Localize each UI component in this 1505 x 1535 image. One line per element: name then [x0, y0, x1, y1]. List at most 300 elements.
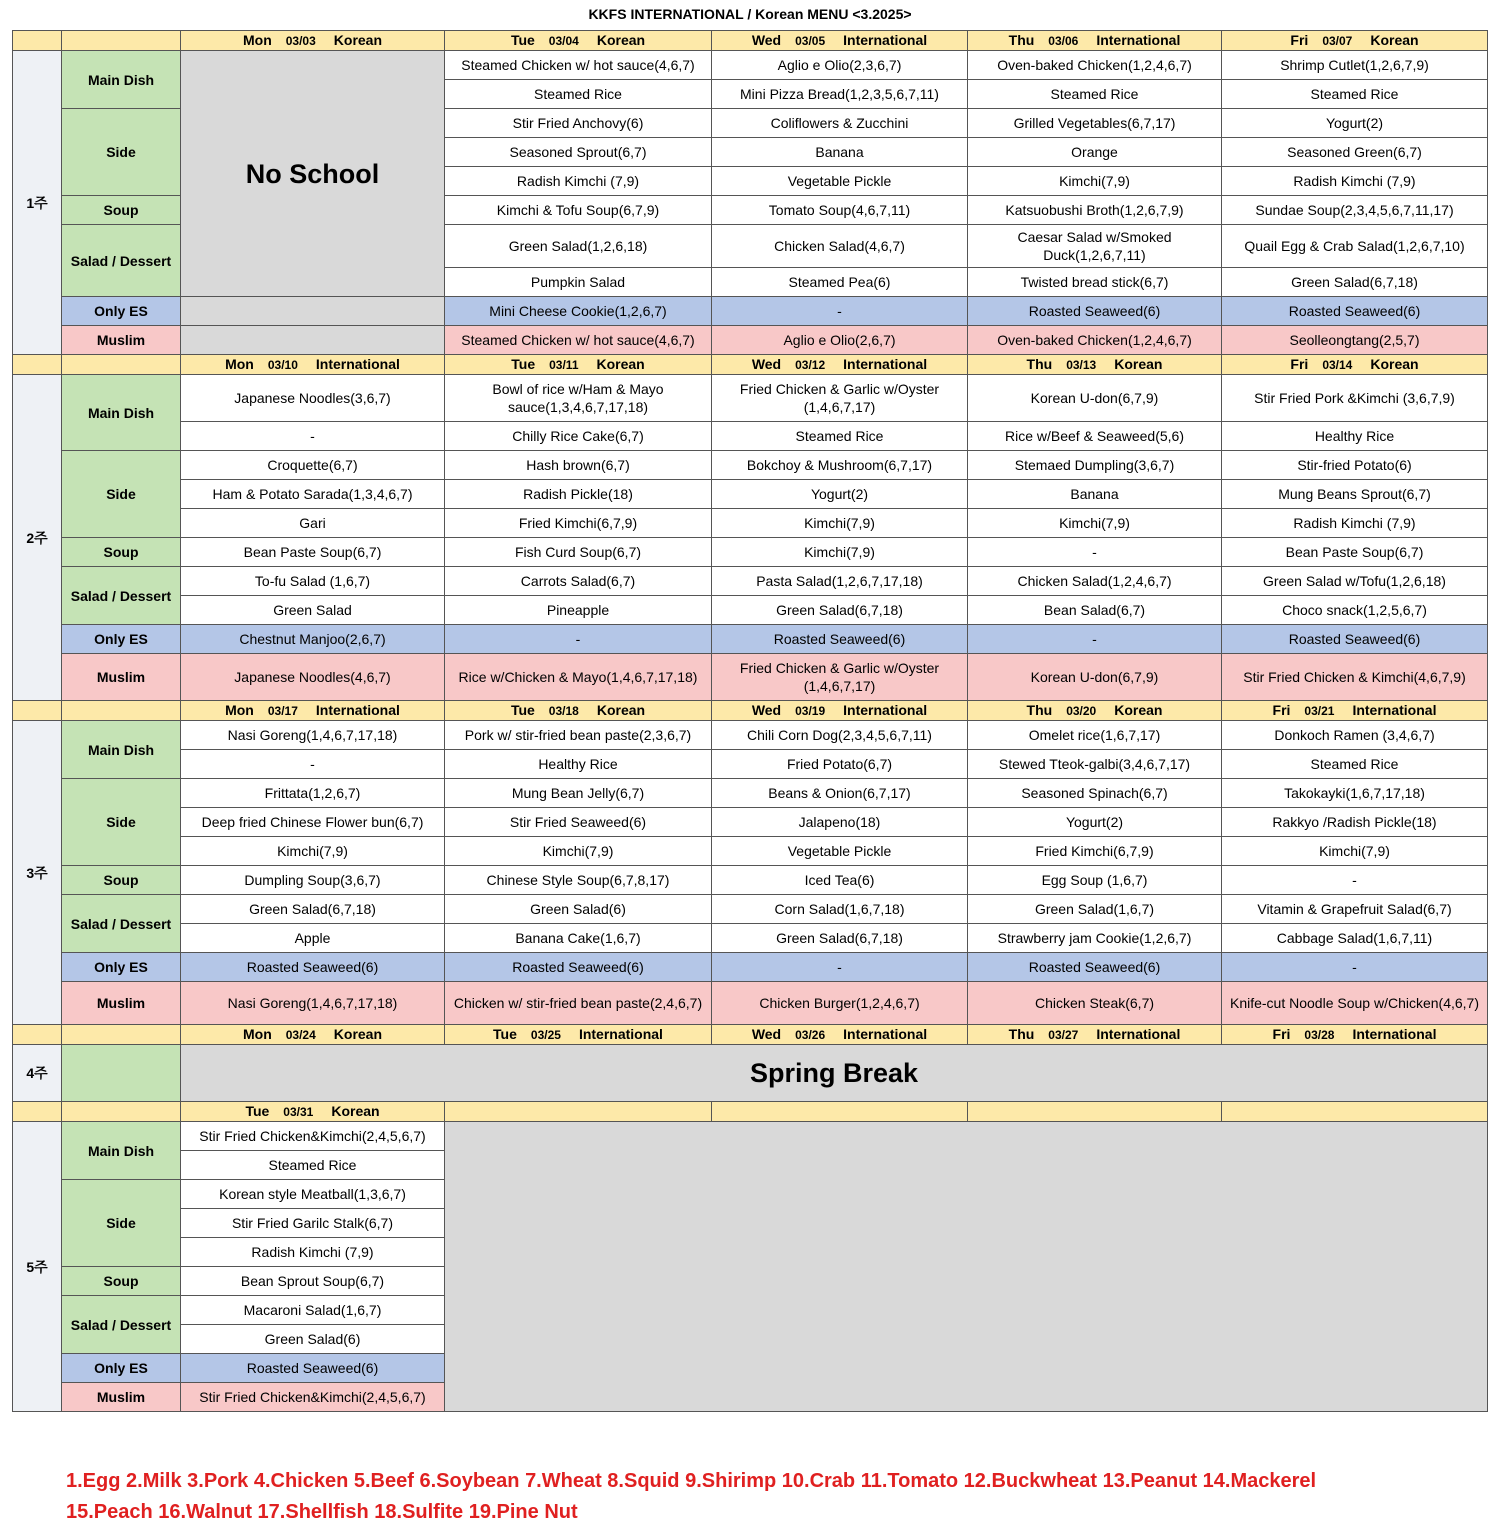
- category-muslim: Muslim: [62, 326, 181, 355]
- header-blank: [13, 31, 62, 51]
- day-name: Fri: [1290, 356, 1309, 372]
- menu-item: Stewed Tteok-galbi(3,4,6,7,17): [968, 750, 1222, 779]
- day-date: 03/17: [267, 704, 298, 718]
- menu-type: Korean: [1114, 356, 1163, 372]
- day-date: 03/24: [285, 1028, 316, 1042]
- menu-item: Green Salad(6): [445, 895, 712, 924]
- day-header: [445, 355, 712, 375]
- menu-type: International: [315, 356, 400, 372]
- menu-item: Coliflowers & Zucchini: [712, 109, 968, 138]
- menu-row: [13, 422, 1488, 451]
- menu-item: Vegetable Pickle: [712, 167, 968, 196]
- menu-item: Steamed Rice: [181, 1151, 445, 1180]
- menu-item: -: [712, 297, 968, 326]
- category-side: Side: [62, 779, 181, 866]
- menu-row: [13, 451, 1488, 480]
- day-name: Mon: [225, 356, 254, 372]
- menu-item: Roasted Seaweed(6): [968, 953, 1222, 982]
- menu-item: Donkoch Ramen (3,4,6,7): [1222, 721, 1488, 750]
- no-school-cell: No School: [181, 51, 445, 297]
- day-name: Tue: [245, 1103, 270, 1119]
- menu-item: Radish Kimchi (7,9): [1222, 509, 1488, 538]
- category-salad: Salad / Dessert: [62, 567, 181, 625]
- menu-item: Stir Fried Seaweed(6): [445, 808, 712, 837]
- menu-item: Sundae Soup(2,3,4,5,6,7,11,17): [1222, 196, 1488, 225]
- menu-item: Mung Bean Jelly(6,7): [445, 779, 712, 808]
- day-date: 03/11: [549, 358, 579, 372]
- menu-item: Chicken Salad(1,2,4,6,7): [968, 567, 1222, 596]
- category-soup: Soup: [62, 1267, 181, 1296]
- menu-item: Bokchoy & Mushroom(6,7,17): [712, 451, 968, 480]
- day-header: [445, 1102, 712, 1122]
- day-date: 03/21: [1304, 704, 1335, 718]
- menu-item: Green Salad(1,2,6,18): [445, 225, 712, 268]
- day-name: Mon: [242, 32, 272, 48]
- menu-row: [13, 654, 1488, 701]
- menu-item: Fried Potato(6,7): [712, 750, 968, 779]
- menu-item: Chinese Style Soup(6,7,8,17): [445, 866, 712, 895]
- day-header: [1222, 355, 1488, 375]
- menu-item: Dumpling Soup(3,6,7): [181, 866, 445, 895]
- header-blank: [62, 31, 181, 51]
- menu-item: Roasted Seaweed(6): [445, 953, 712, 982]
- category-salad: Salad / Dessert: [62, 225, 181, 297]
- week-header-row: [13, 31, 1488, 51]
- category-blank: [62, 1045, 181, 1102]
- day-name: Tue: [510, 32, 535, 48]
- day-date: 03/28: [1304, 1028, 1335, 1042]
- day-header: [181, 31, 445, 51]
- day-date: 03/12: [795, 358, 826, 372]
- menu-item: Steamed Rice: [1222, 80, 1488, 109]
- category-soup: Soup: [62, 538, 181, 567]
- menu-row: [13, 808, 1488, 837]
- menu-type: International: [843, 356, 928, 372]
- menu-type: International: [315, 702, 400, 718]
- day-name: Thu: [1008, 1026, 1035, 1042]
- menu-item: Japanese Noodles(3,6,7): [181, 375, 445, 422]
- menu-item: Fried Chicken & Garlic w/Oyster (1,4,6,7,17): [712, 654, 968, 701]
- day-date: 03/19: [795, 704, 826, 718]
- week-label: 1주: [13, 51, 62, 355]
- menu-item: Fried Kimchi(6,7,9): [968, 837, 1222, 866]
- menu-type: International: [578, 1026, 663, 1042]
- menu-item: Fish Curd Soup(6,7): [445, 538, 712, 567]
- menu-item: Bean Paste Soup(6,7): [181, 538, 445, 567]
- menu-row: [13, 538, 1488, 567]
- day-date: 03/14: [1322, 358, 1353, 372]
- menu-item: Kimchi(7,9): [445, 837, 712, 866]
- day-header: [445, 1025, 712, 1045]
- week-header-row: [13, 1102, 1488, 1122]
- menu-item: Caesar Salad w/Smoked Duck(1,2,6,7,11): [968, 225, 1222, 268]
- menu-row: [13, 866, 1488, 895]
- day-date: 03/18: [548, 704, 579, 718]
- menu-item: Radish Pickle(18): [445, 480, 712, 509]
- menu-item: Kimchi(7,9): [181, 837, 445, 866]
- menu-item: Green Salad(6): [181, 1325, 445, 1354]
- menu-item: Steamed Pea(6): [712, 268, 968, 297]
- header-blank: [62, 1102, 181, 1122]
- category-main: Main Dish: [62, 1122, 181, 1180]
- menu-item: -: [1222, 953, 1488, 982]
- menu-item: Aglio e Olio(2,3,6,7): [712, 51, 968, 80]
- category-side: Side: [62, 1180, 181, 1267]
- menu-row: [13, 375, 1488, 422]
- menu-type: Korean: [1370, 356, 1419, 372]
- menu-row: [13, 953, 1488, 982]
- menu-item: Banana Cake(1,6,7): [445, 924, 712, 953]
- day-header: [712, 31, 968, 51]
- menu-item: Tomato Soup(4,6,7,11): [712, 196, 968, 225]
- menu-item: Pumpkin Salad: [445, 268, 712, 297]
- category-main: Main Dish: [62, 375, 181, 451]
- day-header: [712, 701, 968, 721]
- day-header: [181, 1025, 445, 1045]
- menu-item: -: [181, 750, 445, 779]
- menu-item: Stir Fried Anchovy(6): [445, 109, 712, 138]
- menu-item: Chestnut Manjoo(2,6,7): [181, 625, 445, 654]
- menu-row: [13, 1122, 1488, 1151]
- menu-item: Croquette(6,7): [181, 451, 445, 480]
- day-date: 03/10: [267, 358, 298, 372]
- menu-item: Stir-fried Potato(6): [1222, 451, 1488, 480]
- page-title: KKFS INTERNATIONAL / Korean MENU <3.2025>: [588, 6, 912, 22]
- category-salad: Salad / Dessert: [62, 895, 181, 953]
- menu-item: Kimchi(7,9): [968, 509, 1222, 538]
- day-header: [445, 31, 712, 51]
- day-name: Tue: [510, 702, 535, 718]
- menu-item: Egg Soup (1,6,7): [968, 866, 1222, 895]
- menu-type: International: [843, 702, 928, 718]
- menu-item: Seasoned Spinach(6,7): [968, 779, 1222, 808]
- menu-row: [13, 779, 1488, 808]
- day-header: [1222, 31, 1488, 51]
- menu-item: Bean Sprout Soup(6,7): [181, 1267, 445, 1296]
- empty-area: [445, 1122, 1488, 1412]
- menu-item: -: [445, 625, 712, 654]
- category-main: Main Dish: [62, 51, 181, 109]
- menu-row: [13, 924, 1488, 953]
- menu-item: Frittata(1,2,6,7): [181, 779, 445, 808]
- menu-item: Macaroni Salad(1,6,7): [181, 1296, 445, 1325]
- menu-item: Green Salad(6,7,18): [712, 924, 968, 953]
- menu-item: Oven-baked Chicken(1,2,4,6,7): [968, 326, 1222, 355]
- header-blank: [13, 701, 62, 721]
- menu-item: Rice w/Chicken & Mayo(1,4,6,7,17,18): [445, 654, 712, 701]
- header-blank: [13, 355, 62, 375]
- menu-item: Chicken w/ stir-fried bean paste(2,4,6,7): [445, 982, 712, 1025]
- header-blank: [62, 355, 181, 375]
- menu-item: Takokayki(1,6,7,17,18): [1222, 779, 1488, 808]
- menu-item: Pineapple: [445, 596, 712, 625]
- menu-row: [13, 721, 1488, 750]
- week-header-row: [13, 1025, 1488, 1045]
- menu-type: Korean: [331, 1103, 380, 1119]
- menu-item: Mung Beans Sprout(6,7): [1222, 480, 1488, 509]
- empty-cell: [181, 326, 445, 355]
- menu-item: Roasted Seaweed(6): [181, 953, 445, 982]
- menu-item: Green Salad: [181, 596, 445, 625]
- menu-item: Healthy Rice: [1222, 422, 1488, 451]
- menu-item: Kimchi(7,9): [1222, 837, 1488, 866]
- day-date: 03/07: [1322, 34, 1353, 48]
- menu-item: Mini Pizza Bread(1,2,3,5,6,7,11): [712, 80, 968, 109]
- day-date: 03/03: [285, 34, 316, 48]
- menu-row: [13, 750, 1488, 779]
- menu-item: Green Salad w/Tofu(1,2,6,18): [1222, 567, 1488, 596]
- category-only-es: Only ES: [62, 297, 181, 326]
- menu-item: Stir Fried Garilc Stalk(6,7): [181, 1209, 445, 1238]
- menu-type: International: [843, 1026, 928, 1042]
- menu-row: [13, 51, 1488, 80]
- day-header: [181, 701, 445, 721]
- menu-item: Pasta Salad(1,2,6,7,17,18): [712, 567, 968, 596]
- menu-item: Jalapeno(18): [712, 808, 968, 837]
- menu-type: Korean: [596, 32, 646, 48]
- day-name: Fri: [1272, 702, 1291, 718]
- menu-type: Korean: [1370, 32, 1419, 48]
- menu-item: Fried Kimchi(6,7,9): [445, 509, 712, 538]
- menu-item: Seasoned Sprout(6,7): [445, 138, 712, 167]
- header-blank: [62, 701, 181, 721]
- menu-item: Rice w/Beef & Seaweed(5,6): [968, 422, 1222, 451]
- menu-item: Healthy Rice: [445, 750, 712, 779]
- menu-row: [13, 982, 1488, 1025]
- day-name: Thu: [1008, 32, 1035, 48]
- menu-item: Quail Egg & Crab Salad(1,2,6,7,10): [1222, 225, 1488, 268]
- menu-row: [13, 625, 1488, 654]
- menu-item: Chilly Rice Cake(6,7): [445, 422, 712, 451]
- day-name: Wed: [751, 32, 782, 48]
- menu-item: Chicken Steak(6,7): [968, 982, 1222, 1025]
- menu-item: -: [1222, 866, 1488, 895]
- menu-item: Green Salad(6,7,18): [1222, 268, 1488, 297]
- menu-type: International: [1352, 702, 1437, 718]
- menu-item: Shrimp Cutlet(1,2,6,7,9): [1222, 51, 1488, 80]
- week-label: 4주: [13, 1045, 62, 1102]
- day-name: Mon: [242, 1026, 272, 1042]
- menu-item: Green Salad(6,7,18): [712, 596, 968, 625]
- menu-item: Stir Fried Pork &Kimchi (3,6,7,9): [1222, 375, 1488, 422]
- menu-row: [13, 509, 1488, 538]
- menu-item: Roasted Seaweed(6): [712, 625, 968, 654]
- day-header: [445, 701, 712, 721]
- menu-row: [13, 596, 1488, 625]
- menu-item: -: [181, 422, 445, 451]
- menu-item: Aglio e Olio(2,6,7): [712, 326, 968, 355]
- day-header: [1222, 1102, 1488, 1122]
- header-blank: [62, 1025, 181, 1045]
- day-date: 03/26: [795, 1028, 826, 1042]
- week-label: 5주: [13, 1122, 62, 1412]
- menu-item: Stir Fried Chicken & Kimchi(4,6,7,9): [1222, 654, 1488, 701]
- menu-row: [13, 480, 1488, 509]
- menu-item: Orange: [968, 138, 1222, 167]
- category-salad: Salad / Dessert: [62, 1296, 181, 1354]
- menu-row: [13, 837, 1488, 866]
- menu-item: Korean U-don(6,7,9): [968, 654, 1222, 701]
- category-main: Main Dish: [62, 721, 181, 779]
- menu-type: Korean: [596, 356, 645, 372]
- menu-item: Bowl of rice w/Ham & Mayo sauce(1,3,4,6,7,17,18): [445, 375, 712, 422]
- menu-type: Korean: [333, 32, 383, 48]
- day-header: [712, 1102, 968, 1122]
- menu-item: Banana: [712, 138, 968, 167]
- legend-line-2: 15.Peach 16.Walnut 17.Shellfish 18.Sulfite 19.Pine Nut: [66, 1501, 578, 1523]
- day-name: Tue: [493, 1026, 517, 1042]
- category-muslim: Muslim: [62, 982, 181, 1025]
- category-muslim: Muslim: [62, 654, 181, 701]
- day-header: [968, 355, 1222, 375]
- day-header: [712, 1025, 968, 1045]
- menu-item: Corn Salad(1,6,7,18): [712, 895, 968, 924]
- legend-line-1: 1.Egg 2.Milk 3.Pork 4.Chicken 5.Beef 6.Soybean 7.Wheat 8.Squid 9.Shirimp 10.Crab 11.Tomato 12.Buckwheat 13.Peanut 14.Mackerel: [66, 1470, 1317, 1492]
- allergen-legend: [66, 1466, 1316, 1528]
- category-side: Side: [62, 109, 181, 196]
- menu-item: Katsuobushi Broth(1,2,6,7,9): [968, 196, 1222, 225]
- day-date: 03/20: [1066, 704, 1097, 718]
- category-side: Side: [62, 451, 181, 538]
- menu-item: Kimchi(7,9): [712, 538, 968, 567]
- week-header-row: [13, 355, 1488, 375]
- category-only-es: Only ES: [62, 953, 181, 982]
- day-name: Thu: [1026, 356, 1053, 372]
- menu-item: Bean Salad(6,7): [968, 596, 1222, 625]
- menu-item: Stir Fried Chicken&Kimchi(2,4,5,6,7): [181, 1122, 445, 1151]
- empty-cell: [181, 297, 445, 326]
- menu-item: Twisted bread stick(6,7): [968, 268, 1222, 297]
- week-header-row: [13, 701, 1488, 721]
- menu-type: International: [1096, 1026, 1181, 1042]
- menu-type: Korean: [1114, 702, 1163, 718]
- menu-item: Pork w/ stir-fried bean paste(2,3,6,7): [445, 721, 712, 750]
- menu-item: Steamed Rice: [445, 80, 712, 109]
- menu-item: Seolleongtang(2,5,7): [1222, 326, 1488, 355]
- menu-item: Strawberry jam Cookie(1,2,6,7): [968, 924, 1222, 953]
- menu-row: [13, 895, 1488, 924]
- menu-row: [13, 567, 1488, 596]
- menu-item: Oven-baked Chicken(1,2,4,6,7): [968, 51, 1222, 80]
- category-soup: Soup: [62, 866, 181, 895]
- menu-item: Ham & Potato Sarada(1,3,4,6,7): [181, 480, 445, 509]
- menu-item: -: [712, 953, 968, 982]
- menu-item: Green Salad(1,6,7): [968, 895, 1222, 924]
- day-date: 03/05: [795, 34, 826, 48]
- menu-item: Nasi Goreng(1,4,6,7,17,18): [181, 721, 445, 750]
- menu-item: Roasted Seaweed(6): [181, 1354, 445, 1383]
- menu-item: Nasi Goreng(1,4,6,7,17,18): [181, 982, 445, 1025]
- menu-item: Yogurt(2): [712, 480, 968, 509]
- day-name: Wed: [751, 702, 782, 718]
- menu-item: Steamed Rice: [712, 422, 968, 451]
- menu-row: [13, 326, 1488, 355]
- day-date: 03/04: [548, 34, 579, 48]
- menu-item: Radish Kimchi (7,9): [181, 1238, 445, 1267]
- menu-item: -: [968, 625, 1222, 654]
- menu-item: Steamed Chicken w/ hot sauce(4,6,7): [445, 326, 712, 355]
- day-header: [181, 355, 445, 375]
- day-date: 03/27: [1048, 1028, 1079, 1042]
- menu-item: To-fu Salad (1,6,7): [181, 567, 445, 596]
- menu-item: Roasted Seaweed(6): [1222, 625, 1488, 654]
- menu-item: Vegetable Pickle: [712, 837, 968, 866]
- day-date: 03/25: [530, 1028, 561, 1042]
- menu-item: Chicken Burger(1,2,4,6,7): [712, 982, 968, 1025]
- day-name: Thu: [1026, 702, 1053, 718]
- menu-item: Kimchi(7,9): [968, 167, 1222, 196]
- menu-item: Korean U-don(6,7,9): [968, 375, 1222, 422]
- menu-type: International: [1352, 1026, 1437, 1042]
- menu-item: Choco snack(1,2,5,6,7): [1222, 596, 1488, 625]
- menu-item: Fried Chicken & Garlic w/Oyster (1,4,6,7,17): [712, 375, 968, 422]
- menu-item: Knife-cut Noodle Soup w/Chicken(4,6,7): [1222, 982, 1488, 1025]
- menu-item: Gari: [181, 509, 445, 538]
- menu-item: Omelet rice(1,6,7,17): [968, 721, 1222, 750]
- category-only-es: Only ES: [62, 625, 181, 654]
- menu-item: Japanese Noodles(4,6,7): [181, 654, 445, 701]
- menu-item: Stir Fried Chicken&Kimchi(2,4,5,6,7): [181, 1383, 445, 1412]
- menu-item: Grilled Vegetables(6,7,17): [968, 109, 1222, 138]
- week-label: 2주: [13, 375, 62, 701]
- menu-type: Korean: [333, 1026, 383, 1042]
- day-header: [968, 31, 1222, 51]
- menu-item: Rakkyo /Radish Pickle(18): [1222, 808, 1488, 837]
- menu-row: [13, 297, 1488, 326]
- menu-item: Stemaed Dumpling(3,6,7): [968, 451, 1222, 480]
- header-blank: [13, 1025, 62, 1045]
- header-blank: [13, 1102, 62, 1122]
- menu-item: -: [968, 538, 1222, 567]
- menu-item: Chili Corn Dog(2,3,4,5,6,7,11): [712, 721, 968, 750]
- menu-item: Yogurt(2): [968, 808, 1222, 837]
- menu-item: Radish Kimchi (7,9): [445, 167, 712, 196]
- menu-item: Steamed Chicken w/ hot sauce(4,6,7): [445, 51, 712, 80]
- menu-item: Deep fried Chinese Flower bun(6,7): [181, 808, 445, 837]
- menu-item: Seasoned Green(6,7): [1222, 138, 1488, 167]
- day-name: Wed: [751, 1026, 782, 1042]
- menu-type: International: [843, 32, 928, 48]
- day-header: [1222, 1025, 1488, 1045]
- menu-item: Bean Paste Soup(6,7): [1222, 538, 1488, 567]
- menu-item: Kimchi(7,9): [712, 509, 968, 538]
- menu-item: Banana: [968, 480, 1222, 509]
- menu-item: Vitamin & Grapefruit Salad(6,7): [1222, 895, 1488, 924]
- category-soup: Soup: [62, 196, 181, 225]
- menu-item: Green Salad(6,7,18): [181, 895, 445, 924]
- menu-item: Yogurt(2): [1222, 109, 1488, 138]
- day-header: [968, 701, 1222, 721]
- menu-item: Chicken Salad(4,6,7): [712, 225, 968, 268]
- day-name: Wed: [751, 356, 782, 372]
- day-header: [181, 1102, 445, 1122]
- menu-type: International: [1096, 32, 1181, 48]
- menu-item: Cabbage Salad(1,6,7,11): [1222, 924, 1488, 953]
- menu-item: Korean style Meatball(1,3,6,7): [181, 1180, 445, 1209]
- day-name: Mon: [225, 702, 254, 718]
- day-header: [968, 1102, 1222, 1122]
- menu-item: Mini Cheese Cookie(1,2,6,7): [445, 297, 712, 326]
- menu-item: Roasted Seaweed(6): [968, 297, 1222, 326]
- menu-item: Carrots Salad(6,7): [445, 567, 712, 596]
- menu-item: Kimchi & Tofu Soup(6,7,9): [445, 196, 712, 225]
- menu-item: Hash brown(6,7): [445, 451, 712, 480]
- day-name: Tue: [511, 356, 536, 372]
- menu-item: Iced Tea(6): [712, 866, 968, 895]
- day-header: [968, 1025, 1222, 1045]
- day-date: 03/31: [283, 1105, 314, 1119]
- day-header: [1222, 701, 1488, 721]
